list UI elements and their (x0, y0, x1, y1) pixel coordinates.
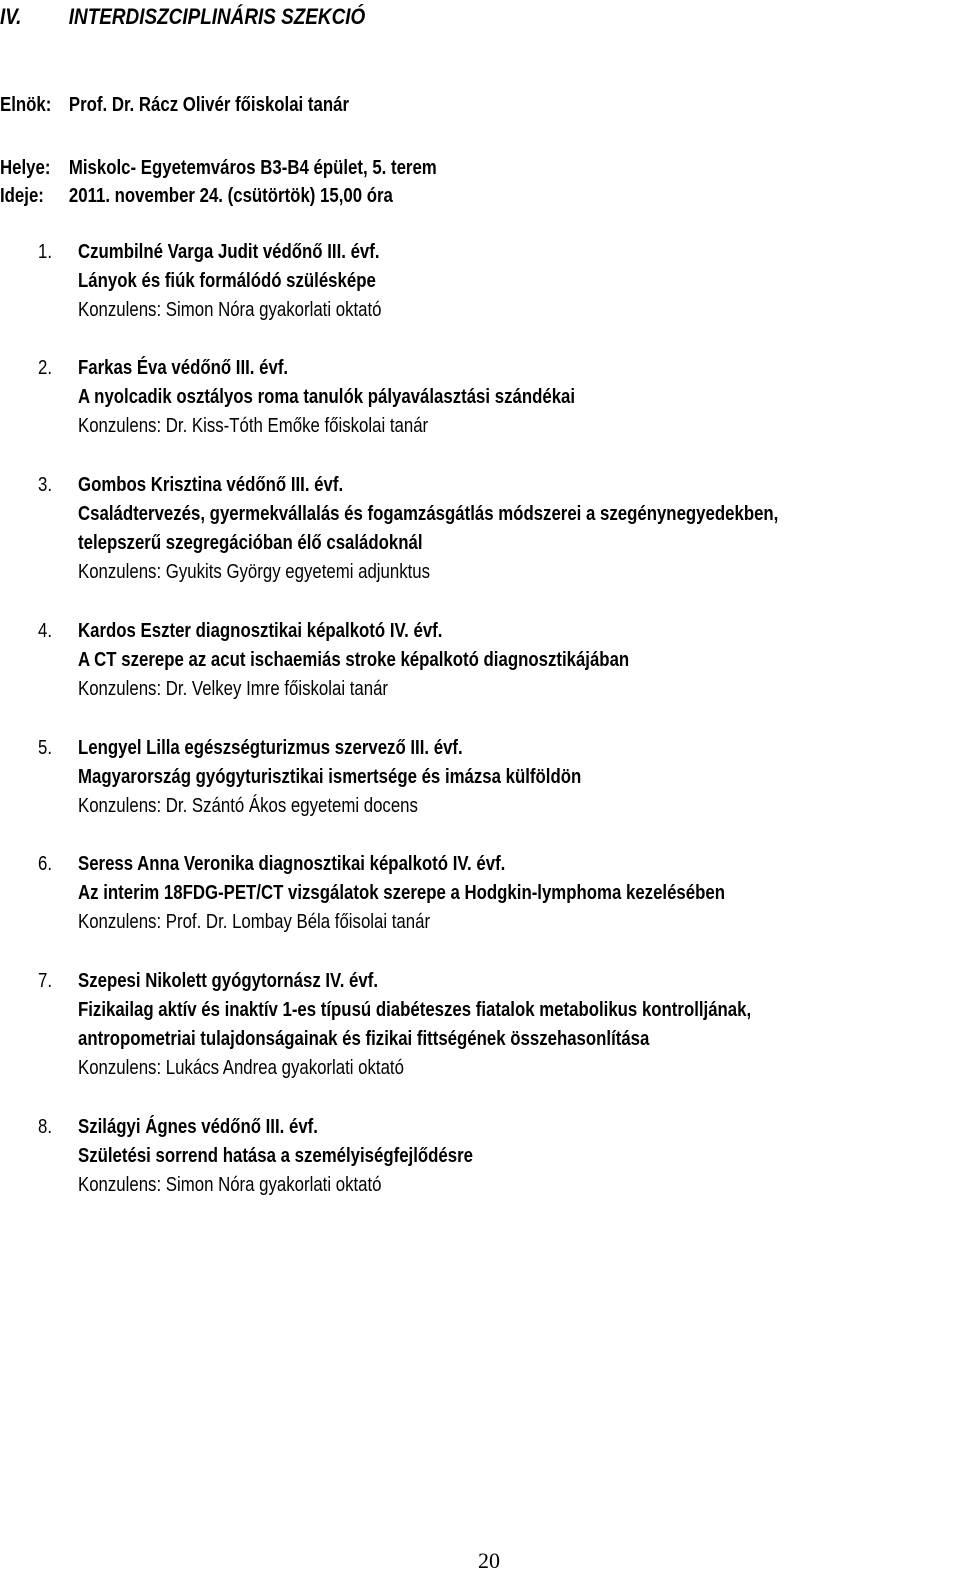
entry-number: 7. (38, 970, 53, 992)
entry-advisor: Konzulens: Dr. Velkey Imre főiskolai tanár (78, 678, 389, 700)
entry-author: Seress Anna Veronika diagnosztikai képalkotó IV. évf. (78, 853, 506, 875)
entry-author: Szilágyi Ágnes védőnő III. évf. (78, 1116, 318, 1138)
page-number: 20 (478, 1548, 500, 1573)
entry-title-line-1: Fizikailag aktív és inaktív 1-es típusú diabéteszes fiatalok metabolikus kontrolljának, (78, 999, 752, 1021)
place-value: Miskolc- Egyetemváros B3-B4 épület, 5. terem (68, 157, 437, 179)
entry-number: 2. (38, 357, 53, 379)
place-row (0, 157, 437, 180)
place-label: Helye: (0, 157, 51, 179)
entry-advisor: Konzulens: Gyukits György egyetemi adjunktus (78, 561, 431, 583)
time-row (0, 185, 393, 208)
chair-value: Prof. Dr. Rácz Olivér főiskolai tanár (68, 94, 349, 116)
entry-title: Lányok és fiúk formálódó szülésképe (78, 270, 376, 292)
entry-author: Czumbilné Varga Judit védőnő III. évf. (78, 241, 380, 263)
section-roman-numeral: IV. (0, 4, 22, 29)
entry-title: Az interim 18FDG-PET/CT vizsgálatok szerepe a Hodgkin-lymphoma kezelésében (78, 882, 725, 904)
chair-row (0, 94, 349, 117)
time-value: 2011. november 24. (csütörtök) 15,00 óra (68, 185, 393, 207)
section-heading (0, 4, 365, 30)
entry-title-line-2: telepszerű szegregációban élő családoknál (78, 532, 423, 554)
entry-advisor: Konzulens: Prof. Dr. Lombay Béla főisolai tanár (78, 911, 431, 933)
entry-number: 4. (38, 620, 53, 642)
entry-number: 8. (38, 1116, 53, 1138)
entry-title-line-2: antropometriai tulajdonságainak és fizikai fittségének összehasonlítása (78, 1028, 650, 1050)
entry-number: 3. (38, 474, 53, 496)
chair-label: Elnök: (0, 94, 52, 116)
time-label: Ideje: (0, 185, 44, 207)
entry-advisor: Konzulens: Simon Nóra gyakorlati oktató (78, 299, 382, 321)
entry-number: 1. (38, 241, 53, 263)
entry-author: Farkas Éva védőnő III. évf. (78, 357, 289, 379)
entry-title-line-1: Családtervezés, gyermekvállalás és fogamzásgátlás módszerei a szegénynegyedekben, (78, 503, 779, 525)
entry-number: 5. (38, 737, 53, 759)
section-title: INTERDISZCIPLINÁRIS SZEKCIÓ (68, 4, 366, 29)
entry-author: Szepesi Nikolett gyógytornász IV. évf. (78, 970, 379, 992)
entry-advisor: Konzulens: Dr. Szántó Ákos egyetemi docens (78, 795, 418, 817)
entry-advisor: Konzulens: Dr. Kiss-Tóth Emőke főiskolai tanár (78, 415, 429, 437)
entry-title: Születési sorrend hatása a személyiségfejlődésre (78, 1145, 473, 1167)
entry-number: 6. (38, 853, 53, 875)
entry-author: Kardos Eszter diagnosztikai képalkotó IV. évf. (78, 620, 443, 642)
entry-advisor: Konzulens: Simon Nóra gyakorlati oktató (78, 1174, 382, 1196)
entry-advisor: Konzulens: Lukács Andrea gyakorlati oktató (78, 1057, 404, 1079)
entry-title: A CT szerepe az acut ischaemiás stroke képalkotó diagnosztikájában (78, 649, 630, 671)
entry-title: Magyarország gyógyturisztikai ismertsége és imázsa külföldön (78, 766, 582, 788)
entry-title: A nyolcadik osztályos roma tanulók pályaválasztási szándékai (78, 386, 576, 408)
entry-author: Lengyel Lilla egészségturizmus szervező III. évf. (78, 737, 463, 759)
entry-author: Gombos Krisztina védőnő III. évf. (78, 474, 344, 496)
